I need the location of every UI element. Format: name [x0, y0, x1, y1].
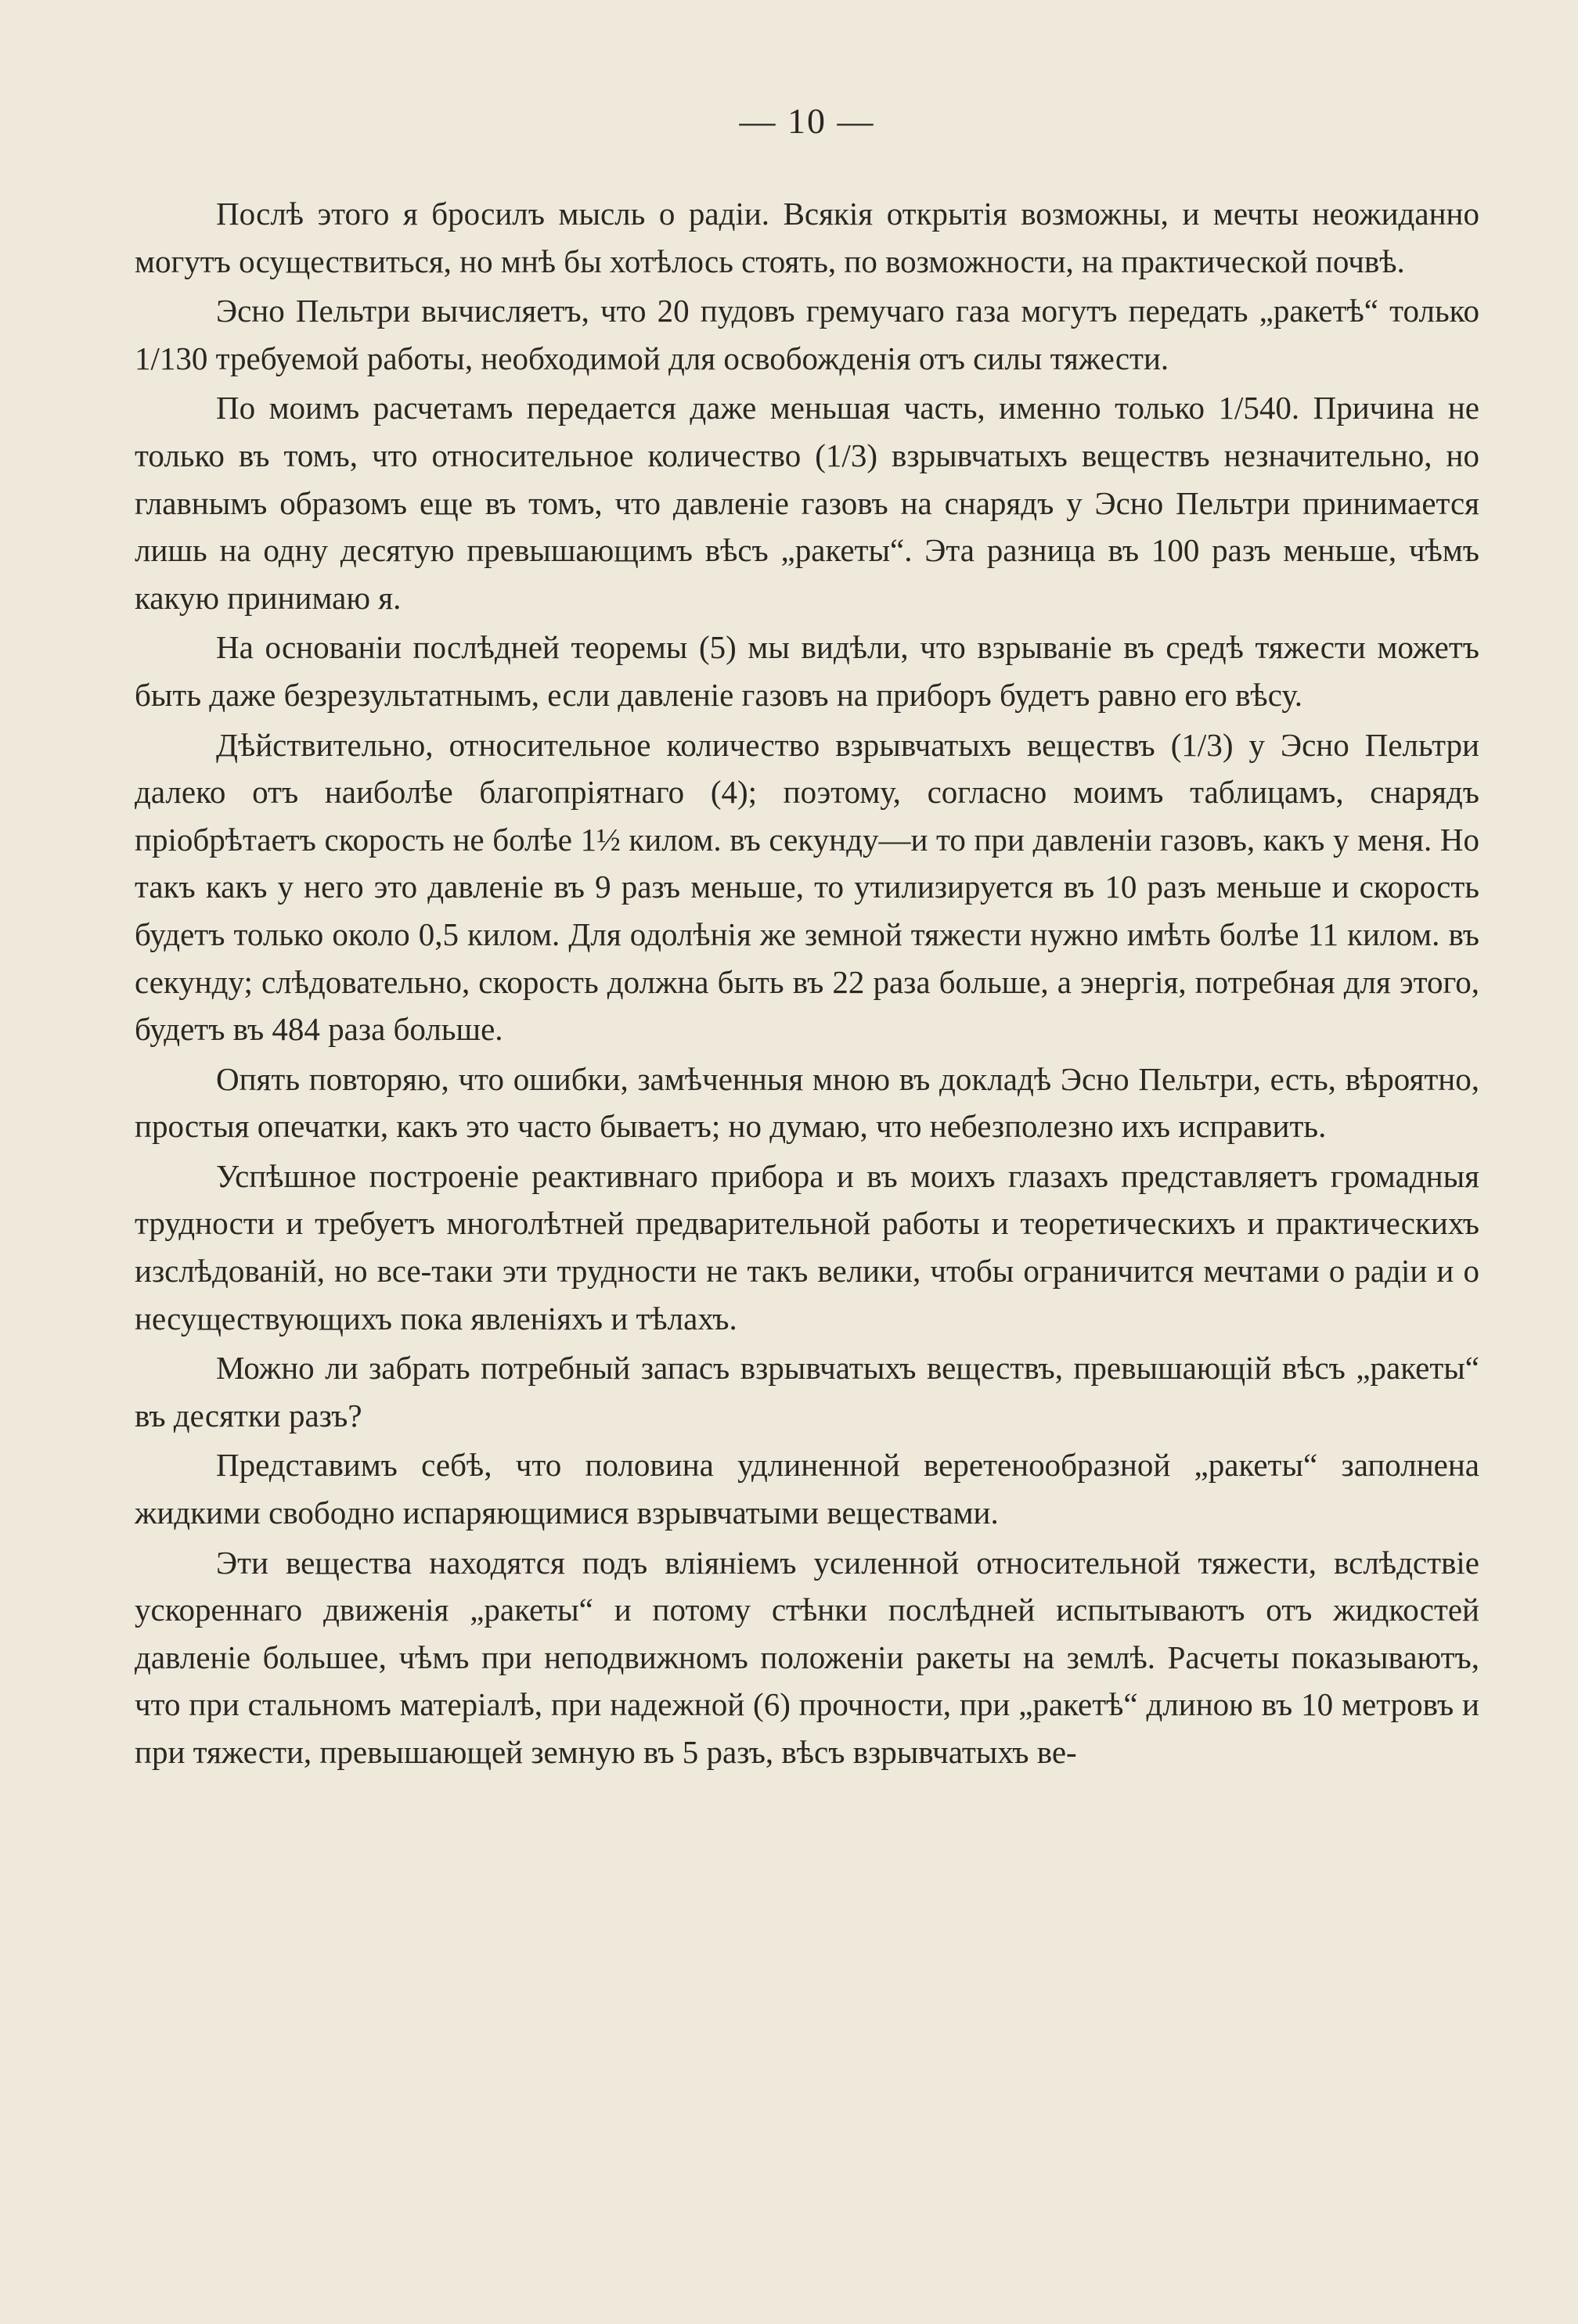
paragraph: Успѣшное построеніе реактивнаго прибора и въ моихъ глазахъ представляетъ громадныя трудности и требуетъ многолѣтней предварительной работы и теоретическихъ и практическихъ изслѣдованій, но все-таки эти трудности не такъ велики, чтобы ограничится мечтами о радіи и о несуществующихъ пока явленіяхъ и тѣлахъ. — [135, 1157, 1479, 1336]
paragraph: Можно ли забрать потребный запасъ взрывчатыхъ веществъ, превышающій вѣсъ „ракеты“ въ десятки разъ? — [135, 1350, 1479, 1434]
paragraph: Представимъ себѣ, что половина удлиненной веретенообразной „ракеты“ заполнена жидкими свободно испаряющимися взрывчатыми веществами. — [135, 1447, 1479, 1531]
page-number: — 10 — — [739, 101, 875, 141]
paragraph: Дѣйствительно, относительное количество взрывчатыхъ веществъ (1/3) у Эсно Пельтри далеко отъ наиболѣе благопріятнаго (4); поэтому, согласно моимъ таблицамъ, снарядъ пріобрѣтаетъ скорость не болѣе 1½ килом. въ секунду—и то при давленіи газовъ, какъ у меня. Но такъ какъ у него это давленіе въ 9 разъ меньше, то утилизируется въ 10 разъ меньше и скорость будетъ только около 0,5 килом. Для одолѣнія же земной тяжести нужно имѣть болѣе 11 килом. въ секунду; слѣдовательно, скорость должна быть въ 22 раза больше, а энергія, потребная для этого, будетъ въ 484 раза больше. — [135, 726, 1479, 1048]
paragraph: Эсно Пельтри вычисляетъ, что 20 пудовъ гремучаго газа могутъ передать „ракетѣ“ только 1/130 требуемой работы, необходимой для освобожденія отъ силы тяжести. — [135, 293, 1479, 376]
paragraph: Эти вещества находятся подъ вліяніемъ усиленной относительной тяжести, вслѣдствіе ускореннаго движенія „ракеты“ и потому стѣнки послѣдней испытываютъ отъ жидкостей давленіе большее, чѣмъ при неподвижномъ положеніи ракеты на землѣ. Расчеты показываютъ, что при стальномъ матеріалѣ, при надежной (6) прочности, при „ракетѣ“ длиною въ 10 метровъ и при тяжести, превышающей земную въ 5 разъ, вѣсъ взрывчатыхъ ве- — [135, 1544, 1479, 1770]
paragraph: Опять повторяю, что ошибки, замѣченныя мною въ докладѣ Эсно Пельтри, есть, вѣроятно, простыя опечатки, какъ это часто бываетъ; но думаю, что небезполезно ихъ исправить. — [135, 1060, 1479, 1145]
paragraph: На основаніи послѣдней теоремы (5) мы видѣли, что взрываніе въ средѣ тяжести можетъ быть даже безрезультатнымъ, если давленіе газовъ на приборъ будетъ равно его вѣсу. — [135, 629, 1479, 713]
paragraph: Послѣ этого я бросилъ мысль о радіи. Всякія открытія возможны, и мечты неожиданно могутъ осуществиться, но мнѣ бы хотѣлось стоять, по возможности, на практической почвѣ. — [135, 196, 1479, 279]
paragraph: По моимъ расчетамъ передается даже меньшая часть, именно только 1/540. Причина не только въ томъ, что относительное количество (1/3) взрывчатыхъ веществъ незначительно, но главнымъ образомъ еще въ томъ, что давленіе газовъ на снарядъ у Эсно Пельтри принимается лишь на одну десятую превышающимъ вѣсъ „ракеты“. Эта разница въ 100 разъ меньше, чѣмъ какую принимаю я. — [135, 390, 1479, 616]
